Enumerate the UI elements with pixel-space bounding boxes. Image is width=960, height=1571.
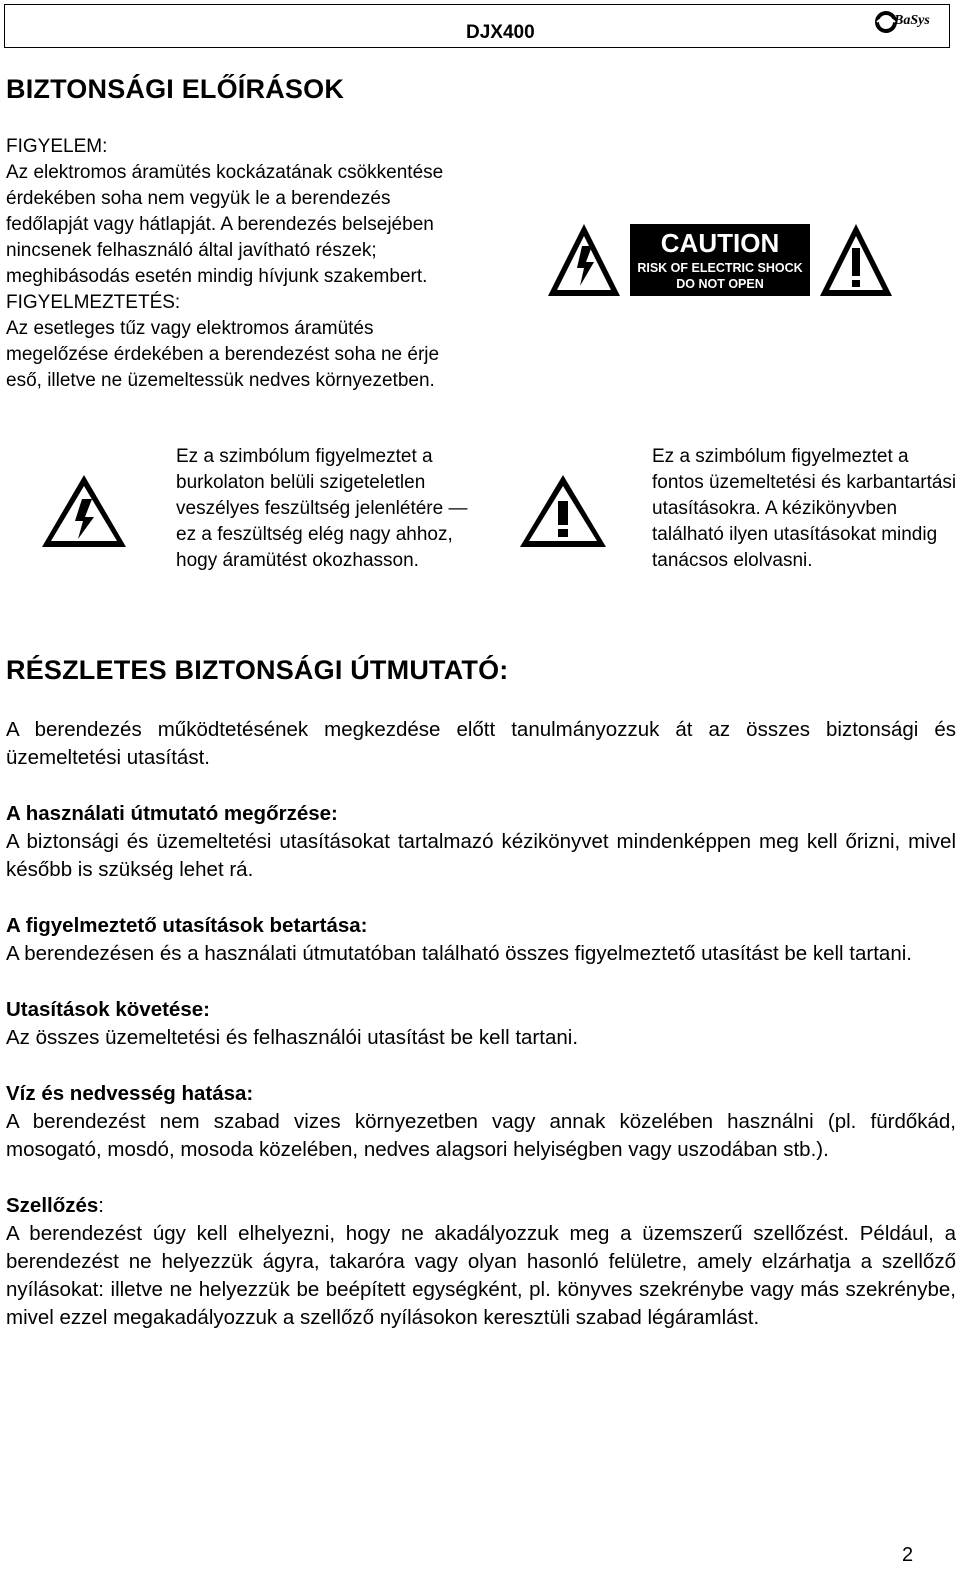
caution-line2: DO NOT OPEN [676,277,764,291]
exclamation-symbol-icon [518,473,608,549]
section-heading: A használati útmutató megőrzése: [6,802,338,825]
caution-title: CAUTION [660,228,780,258]
logo-text: BaSys [894,13,930,28]
section-heading: Utasítások követése: [6,998,210,1021]
intro-paragraph: A berendezés működtetésének megkezdése előtt tanulmányozzuk át az összes biztonsági és üzemeltetési utasítást. [6,718,956,769]
section-water-moisture [6,1080,956,1164]
attention-heading [6,134,478,160]
warning-text: Az esetleges tűz vagy elektromos áramütés megelőzése érdekében a berendezést soha ne érje eső, illetve ne üzemeltessük nedves környezetben. [6,318,440,391]
page-title: BIZTONSÁGI ELŐÍRÁSOK [6,74,345,104]
section-heading: Víz és nedvesség hatása: [6,1082,254,1105]
exclamation-triangle-icon [820,224,892,296]
warning-heading [6,290,478,316]
warning-label: FIGYELMEZTETÉS [6,292,175,313]
section-warnings-follow [6,912,956,968]
attention-text: Az elektromos áramütés kockázatának csökkentése érdekében soha nem vegyük le a berendezés fedőlapját vagy hátlapját. A berendezés belsejében nincsenek felhasználó által javítható részek; meghibásodás esetén mindig hívjunk szakembert. [6,162,444,287]
lightning-symbol-text: Ez a szimbólum figyelmeztet a burkolaton belüli szigeteletlen veszélyes feszültség jelenlétére — ez a feszültség elég nagy ahhoz, hogy áramütést okozhasson. [176,446,468,571]
exclamation-symbol-text: Ez a szimbólum figyelmeztet a fontos üzemeltetési és karbantartási utasításokra. A kézikönyvben található ilyen utasításokat mindig tanácsos elolvasni. [652,446,957,571]
section-heading-colon: : [98,1194,104,1217]
section-text: A berendezést úgy kell elhelyezni, hogy ne akadályozzuk meg a üzemszerű szellőzést. Például, a berendezést ne helyezzük ágyra, takaróra vagy olyan hasonló felületre, amely elzárhatja a szellőző nyílásokat: illetve ne helyezzük be beépített egységként, pl. könyves szekrénybe vagy más szekrénybe, mivel ezzel megakadályozzuk a szellőző nyílásokon keresztüli szabad légáramlást. [6,1222,956,1329]
section-title: RÉSZLETES BIZTONSÁGI ÚTMUTATÓ: [6,655,509,685]
page-number: 2 [902,1544,914,1566]
body-text [6,716,956,1332]
warning-colon: : [174,292,181,313]
section-heading [6,1192,956,1220]
section-text: Az összes üzemeltetési és felhasználói utasítást be kell tartani. [6,1026,579,1049]
warnings-block [6,134,478,394]
lightning-triangle-icon [548,224,620,296]
section-heading-label: Szellőzés [6,1194,99,1217]
section-text: A biztonsági és üzemeltetési utasításokat tartalmazó kézikönyvet mindenképpen meg kell őrizni, mivel később is szükség lehet rá. [6,830,956,881]
caution-line1: RISK OF ELECTRIC SHOCK [637,261,803,275]
attention-colon: : [102,136,108,157]
caution-label [544,218,896,300]
section-instructions-follow [6,996,956,1052]
section-manual-keep [6,800,956,884]
section-ventilation [6,1192,956,1332]
section-heading: A figyelmeztető utasítások betartása: [6,914,368,937]
section-text: A berendezésen és a használati útmutatóban található összes figyelmeztető utasítást be kell tartani. [6,942,912,965]
lightning-symbol-icon [40,473,128,549]
attention-label: FIGYELEM [6,136,103,157]
model-name: DJX400 [466,22,535,43]
section-text: A berendezést nem szabad vizes környezetben vagy annak közelében használni (pl. fürdőkád, mosogató, mosdó, mosoda közelében, nedves alagsori helyiségben vagy uszodában stb.). [6,1110,956,1161]
